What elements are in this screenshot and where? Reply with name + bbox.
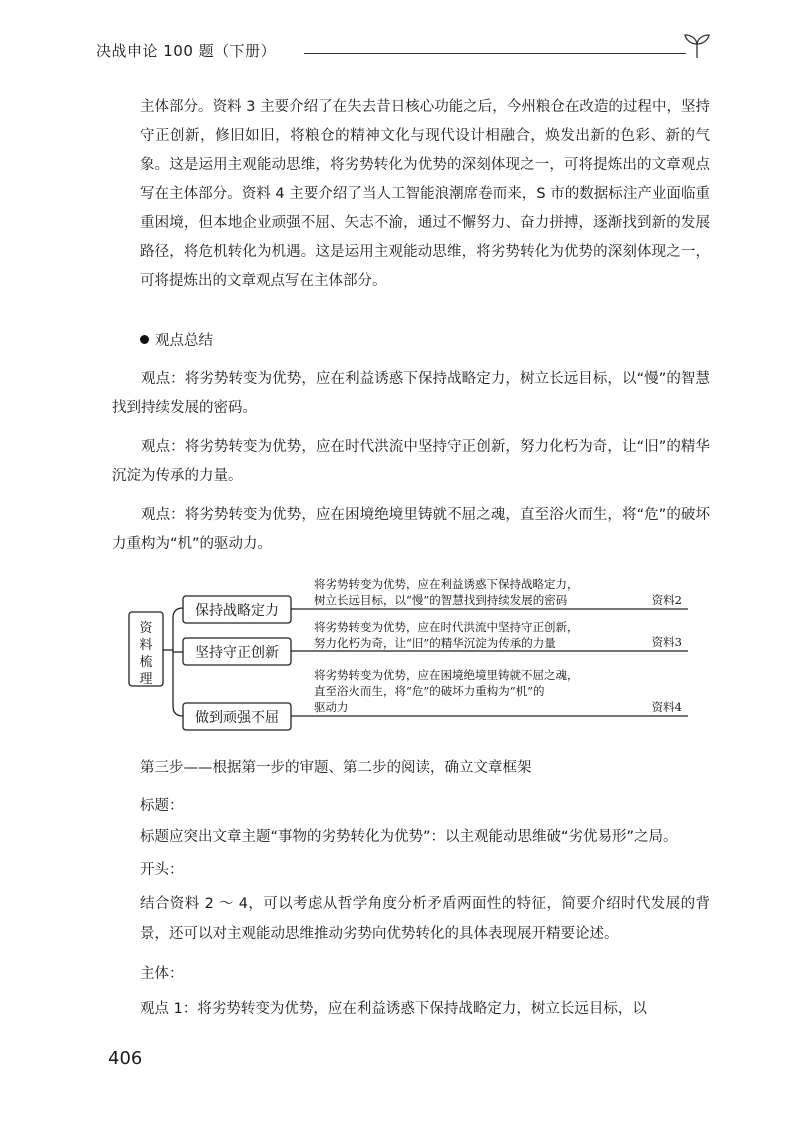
root-char-1: 资 (139, 621, 153, 636)
running-header (96, 36, 716, 66)
root-char-2: 料 (139, 638, 153, 653)
summary-heading-text: 观点总结 (155, 333, 213, 349)
body-label: 主体： (140, 966, 184, 982)
branch-3-text-line-3: 驱动力 (314, 700, 349, 714)
root-char-3: 梳 (139, 655, 153, 670)
viewpoint-2: 观点：将劣势转变为优势，应在时代洪流中坚持守正创新，努力化朽为奇，让“旧”的精华沉淀为传承的力量。 (112, 439, 710, 484)
branch-3-text-line-2: 直至浴火而生，将“危”的破坏力重构为“机”的 (314, 684, 545, 698)
bullet-icon (140, 335, 149, 344)
root-char-4: 理 (139, 672, 153, 687)
title-label: 标题： (140, 798, 184, 814)
branch-1-text-line-1: 将劣势转变为优势，应在利益诱惑下保持战略定力， (314, 577, 579, 591)
title-text: 标题应突出文章主题“事物的劣势转化为优势”：以主观能动思维破“劣优易形”之局。 (140, 829, 678, 845)
branch-3-text-line-1: 将劣势转变为优势，应在困境绝境里铸就不屈之魂， (314, 668, 579, 682)
branch-2-source: 资料3 (651, 635, 682, 649)
summary-heading (140, 329, 213, 350)
root-box (129, 612, 163, 686)
opening-label: 开头： (140, 862, 184, 878)
book-title: 决战申论 100 题（下册） (96, 42, 277, 60)
body-paragraph: 主体部分。资料 3 主要介绍了在失去昔日核心功能之后，今州粮仓在改造的过程中，坚持守正创新，修旧如旧，将粮仓的精神文化与现代设计相融合，焕发出新的色彩、新的气象。这是运用主观能动思维，将劣势转化为优势的深刻体现之一，可将提炼出的文章观点写在主体部分。资料 4 主要介绍了当人工智能浪潮席卷而来，S 市的数据标注产业面临重重困境，但本地企业顽强不屈、矢志不渝，通过不懈努力、奋力拼搏，逐渐找到新的发展路径，将危机转化为机遇。这是运用主观能动思维，将劣势转化为优势的深刻体现之一，可将提炼出的文章观点写在主体部分。 (140, 99, 710, 289)
branch-box-1 (183, 596, 291, 623)
sprout-icon (681, 32, 713, 60)
branch-3-source: 资料4 (651, 700, 682, 714)
viewpoint-1: 观点：将劣势转变为优势，应在利益诱惑下保持战略定力，树立长远目标，以“慢”的智慧找到持续发展的密码。 (112, 371, 710, 416)
branch-label-1: 保持战略定力 (195, 603, 279, 619)
branch-label-3: 做到顽强不屈 (195, 710, 279, 726)
body-text: 观点 1：将劣势转变为优势，应在利益诱惑下保持战略定力，树立长远目标，以 (140, 1001, 647, 1017)
branch-1-source: 资料2 (651, 593, 682, 607)
viewpoint-3: 观点：将劣势转变为优势，应在困境绝境里铸就不屈之魂，直至浴火而生，将“危”的破坏力重构为“机”的驱动力。 (112, 507, 710, 552)
branch-label-2: 坚持守正创新 (195, 645, 279, 661)
header-rule (304, 53, 686, 54)
branch-2-text-line-2: 努力化朽为奇，让“旧”的精华沉淀为传承的力量 (314, 636, 556, 650)
branch-1-text-line-2: 树立长远目标，以“慢”的智慧找到持续发展的密码 (314, 593, 568, 607)
opening-text: 结合资料 2 ～ 4，可以考虑从哲学角度分析矛盾两面性的特征，简要介绍时代发展的背景，还可以对主观能动思维推动劣势向优势转化的具体表现展开精要论述。 (140, 896, 710, 942)
step-three-heading: 第三步——根据第一步的审题、第二步的阅读，确立文章框架 (140, 760, 532, 776)
page-number: 406 (108, 1048, 143, 1069)
branch-box-3 (183, 703, 291, 730)
branch-box-2 (183, 638, 291, 665)
branch-2-text-line-1: 将劣势转变为优势，应在时代洪流中坚持守正创新， (314, 620, 579, 634)
